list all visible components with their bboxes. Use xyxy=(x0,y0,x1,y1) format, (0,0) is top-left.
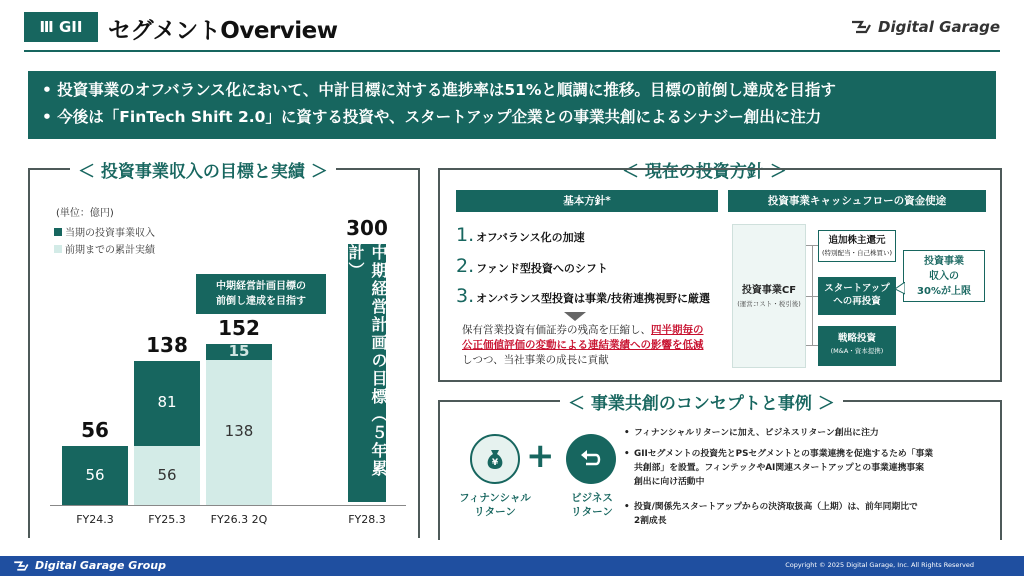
policy-col-head-cashflow: 投資事業キャッシュフローの資金使途 xyxy=(728,190,986,212)
legend-swatch-current xyxy=(54,228,62,236)
target-note-line-2: 前倒し達成を目指す xyxy=(216,296,306,307)
legend-label-current: 当期の投資事業収入 xyxy=(65,228,155,239)
use-shareholder-title: 追加株主還元 xyxy=(828,235,886,246)
cap-callout xyxy=(903,250,985,302)
x-tick-label-3: FY26.3 2Q xyxy=(210,513,268,526)
use-shareholder-return xyxy=(818,230,896,262)
policy-item-1-num: 1. xyxy=(456,224,475,246)
footer xyxy=(0,556,1024,576)
business-return-label xyxy=(552,491,632,519)
policy-item-3 xyxy=(456,285,710,307)
policy-item-2 xyxy=(456,255,608,277)
brand-logo xyxy=(850,18,1000,36)
connector-line xyxy=(806,345,818,346)
bullet-3-line-1: • 投資/関係先スタートアップからの決済取扱高（上期）は、前年同期比で xyxy=(634,502,918,512)
investment-cf-sub: (運営コスト・税引後) xyxy=(737,300,801,308)
business-return-label-1: ビジネス xyxy=(571,492,613,504)
connector-line xyxy=(812,245,813,345)
summary-line-2: • 今後は「FinTech Shift 2.0」に資する投資や、スタートアップ企業との事業共創によるシナジー創出に注力 xyxy=(42,108,822,126)
cap-callout-1: 投資事業 xyxy=(924,256,964,267)
policy-desc-c: 公正価値評価の変動による連結業績への影響を低減 xyxy=(462,339,704,351)
policy-item-1-text: オフバランス化の加速 xyxy=(476,231,585,244)
bar-cumulative-label-2: 56 xyxy=(157,465,177,484)
x-tick-label-2: FY25.3 xyxy=(148,513,186,526)
legend-item-cumulative xyxy=(54,241,155,256)
business-return-label-2: リターン xyxy=(571,506,613,518)
svg-text:¥: ¥ xyxy=(491,458,499,468)
cocreation-section-title: ＜ 事業共創のコンセプトと事例 ＞ xyxy=(560,389,843,414)
plus-icon: + xyxy=(526,436,555,476)
policy-desc-d: しつつ、当社事業の成長に貢献 xyxy=(462,354,609,366)
section-badge: Ⅲ GII xyxy=(24,12,98,42)
header-divider xyxy=(24,50,1000,52)
policy-desc-a: 保有営業投資有価証券の残高を圧縮し、 xyxy=(462,324,651,336)
policy-section-topline xyxy=(438,168,1002,170)
financial-return-label xyxy=(452,491,538,519)
use-strategic-sub: (M&A・資本提携) xyxy=(830,347,884,355)
bullet-3-line-2: 2割成長 xyxy=(634,516,667,526)
header xyxy=(0,0,1024,56)
cap-callout-3: 30%が上限 xyxy=(917,286,971,297)
cocreation-bullet-3 xyxy=(634,500,918,528)
money-bag-icon xyxy=(480,444,510,474)
bar-total-label-2: 138 xyxy=(146,332,188,357)
dg-logo-icon xyxy=(850,19,872,35)
summary-banner xyxy=(28,71,996,139)
investment-cf-title: 投資事業CF xyxy=(741,285,797,296)
use-shareholder-sub: (特別配当・自己株買い) xyxy=(821,249,893,257)
bar-current-label-2: 81 xyxy=(157,393,177,412)
bar-total-label-3: 152 xyxy=(218,315,260,340)
bar-current-label-1: 56 xyxy=(85,465,105,484)
policy-item-2-num: 2. xyxy=(456,255,475,277)
policy-item-2-text: ファンド型投資へのシフト xyxy=(476,262,608,275)
target-note xyxy=(196,274,326,314)
cocreation-bullet-1 xyxy=(634,426,879,440)
policy-col-head-basic: 基本方針* xyxy=(456,190,718,212)
x-tick-label-4: FY28.3 xyxy=(348,513,386,526)
bar-current-label-3: 15 xyxy=(228,341,250,360)
callout-pointer-icon xyxy=(895,282,905,296)
page-title: セグメントOverview xyxy=(108,18,338,44)
bullet-2-line-3: 創出に向け活動中 xyxy=(634,477,705,487)
business-return-circle xyxy=(566,434,616,484)
summary-line-1: • 投資事業のオフバランス化において、中計目標に対する進捗率は51%と順調に推移。目標の前倒し達成を目指す xyxy=(42,81,836,99)
policy-section-title: ＜ 現在の投資方針 ＞ xyxy=(614,157,795,182)
footer-brand-name: Digital Garage Group xyxy=(35,559,167,572)
use-strategic-investment xyxy=(818,326,896,366)
use-startup-reinvest xyxy=(818,277,896,315)
target-vertical-label: 中期経営計画の目標（５年累計） xyxy=(348,244,386,502)
brand-name: Digital Garage xyxy=(878,18,1000,36)
bar-cumulative-label-3: 138 xyxy=(224,422,254,441)
policy-item-1 xyxy=(456,224,585,246)
policy-arrow-down-icon xyxy=(564,312,586,321)
financial-return-label-1: フィナンシャル xyxy=(459,492,531,504)
bar-total-label-1: 56 xyxy=(81,418,109,443)
financial-return-label-2: リターン xyxy=(474,506,516,518)
unit-label: (単位：億円) xyxy=(56,208,114,219)
cocreation-bullet-2 xyxy=(634,447,933,489)
use-strategic-title: 戦略投資 xyxy=(837,333,876,344)
policy-item-3-text: オンバランス型投資は事業/技術連携視野に厳選 xyxy=(476,292,711,305)
policy-description xyxy=(462,323,704,368)
x-axis-line xyxy=(50,505,406,506)
copyright: Copyright © 2025 Digital Garage, Inc. All Rights Reserved xyxy=(785,561,974,569)
revenue-section-title: ＜ 投資事業収入の目標と実績 ＞ xyxy=(70,157,336,182)
bullet-2-line-2: 共創部」を設置。フィンテックやAI関連スタートアップとの事業連携事案 xyxy=(634,463,924,473)
use-startup-title-2: への再投資 xyxy=(833,296,881,307)
dg-footer-logo-icon xyxy=(12,560,30,572)
bullet-2-line-1: • GIIセグメントの投資先とPSセグメントとの事業連携を促進するため「事業 xyxy=(634,449,934,459)
financial-return-circle xyxy=(470,434,520,484)
bar-total-label-4: 300 xyxy=(346,216,388,240)
use-startup-title-1: スタートアップ xyxy=(824,283,890,294)
policy-desc-b: 四半期毎の xyxy=(651,324,704,336)
target-note-line-1: 中期経営計画目標の xyxy=(216,281,306,292)
bullet-1-line-1: • フィナンシャルリターンに加え、ビジネスリターン創出に注力 xyxy=(634,428,879,438)
policy-item-3-num: 3. xyxy=(456,285,475,307)
investment-cf-box xyxy=(732,224,806,368)
legend-item-current xyxy=(54,224,155,239)
legend-swatch-cumulative xyxy=(54,245,62,253)
legend-label-cumulative: 前期までの累計実績 xyxy=(65,245,155,256)
return-arrow-icon xyxy=(576,444,606,474)
x-tick-label-1: FY24.3 xyxy=(76,513,114,526)
cap-callout-2: 収入の xyxy=(929,271,959,282)
footer-brand xyxy=(12,559,166,572)
